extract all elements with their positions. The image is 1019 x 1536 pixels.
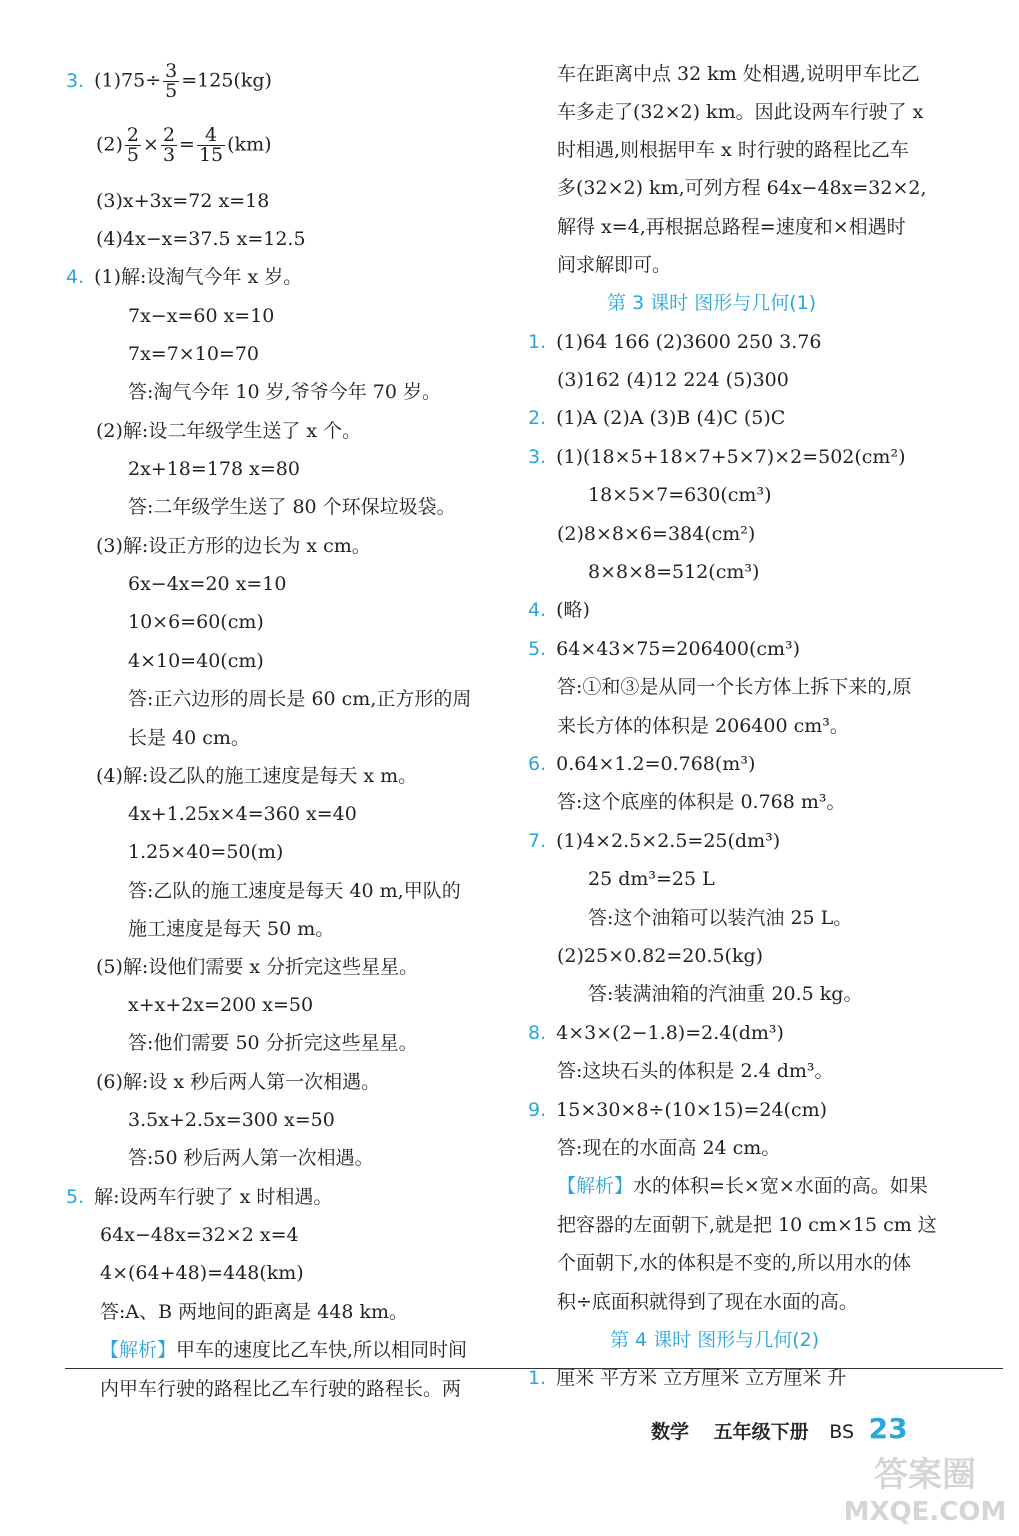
- line-text: 厘米 平方米 立方厘米 立方厘米 升: [556, 1367, 847, 1389]
- line-text: (km): [227, 133, 272, 156]
- left-line: [96, 188, 269, 214]
- left-line: [128, 801, 357, 827]
- left-line: [96, 226, 306, 252]
- right-line: [588, 905, 852, 931]
- left-line: [128, 1107, 335, 1133]
- line-text: 18×5×7=630(cm³): [588, 484, 772, 506]
- line-text: 间求解即可。: [557, 254, 672, 276]
- line-text: 积÷底面积就得到了现在水面的高。: [557, 1291, 858, 1313]
- left-line: [100, 1222, 299, 1248]
- line-text: 答:正六边形的周长是 60 cm,正方形的周: [128, 688, 472, 710]
- line-text: 答:50 秒后两人第一次相遇。: [128, 1147, 374, 1169]
- line-text: 答:这块石头的体积是 2.4 dm³。: [557, 1060, 834, 1082]
- line-text: 4×3×(2−1.8)=2.4(dm³): [556, 1022, 784, 1044]
- left-line: [100, 1376, 461, 1402]
- right-line: [557, 943, 763, 969]
- line-text: 甲车的速度比乙车快,所以相同时间: [176, 1339, 468, 1361]
- line-text: 3.5x+2.5x=300 x=50: [128, 1109, 335, 1131]
- right-line: [528, 828, 780, 854]
- line-text: 10×6=60(cm): [128, 611, 264, 633]
- right-line: [557, 1250, 911, 1276]
- right-line: [528, 1020, 784, 1046]
- left-line: [96, 533, 371, 559]
- right-line: [557, 214, 906, 240]
- line-text: (1)4×2.5×2.5=25(dm³): [556, 830, 781, 852]
- line-text: 7x=7×10=70: [128, 343, 260, 365]
- left-line: [128, 303, 274, 329]
- left-line: [96, 126, 272, 165]
- fraction: [125, 126, 141, 165]
- line-text: (2): [96, 133, 123, 156]
- left-line: [128, 609, 264, 635]
- footer-edition: BS: [829, 1421, 855, 1443]
- left-line: [128, 379, 441, 405]
- right-line: [607, 290, 816, 316]
- line-text: 解:设两车行驶了 x 时相遇。: [94, 1186, 333, 1208]
- right-line: [557, 175, 927, 201]
- left-line: [128, 341, 259, 367]
- right-line: [557, 1212, 937, 1238]
- line-text: (4)4x−x=37.5 x=12.5: [96, 228, 306, 250]
- left-line: [128, 878, 461, 904]
- line-text: (5)解:设他们需要 x 分折完这些星星。: [96, 956, 419, 978]
- problem-number: 5.: [528, 638, 547, 660]
- line-text: 答:乙队的施工速度是每天 40 m,甲队的: [128, 880, 461, 902]
- left-line: [128, 725, 250, 751]
- line-text: (1)(18×5+18×7+5×7)×2=502(cm²): [556, 446, 906, 468]
- line-text: 水的体积=长×宽×水面的高。如果: [633, 1175, 928, 1197]
- right-line: [588, 866, 715, 892]
- left-line: [100, 1337, 467, 1363]
- fraction: [197, 126, 225, 165]
- line-text: 4×10=40(cm): [128, 650, 264, 672]
- line-text: ×: [143, 133, 159, 156]
- footer-grade: 五年级下册: [713, 1421, 809, 1443]
- analysis-tag: 【解析】: [557, 1175, 634, 1197]
- watermark-top: 答案圈: [874, 1455, 976, 1495]
- right-line: [528, 444, 905, 470]
- fraction-denominator: 3: [162, 144, 176, 166]
- line-text: 答:他们需要 50 分折完这些星星。: [128, 1032, 418, 1054]
- right-line: [528, 405, 785, 431]
- section-heading: 第 3 课时 图形与几何(1): [607, 292, 817, 314]
- problem-number: 7.: [528, 830, 547, 852]
- line-text: =: [179, 133, 195, 156]
- line-text: 答:现在的水面高 24 cm。: [557, 1137, 781, 1159]
- line-text: 内甲车行驶的路程比乙车行驶的路程长。两: [100, 1378, 462, 1400]
- left-line: [128, 571, 286, 597]
- line-text: 个面朝下,水的体积是不变的,所以用水的体: [557, 1252, 912, 1274]
- line-text: 车在距离中点 32 km 处相遇,说明甲车比乙: [557, 63, 920, 85]
- line-text: 6x−4x=20 x=10: [128, 573, 287, 595]
- line-text: (6)解:设 x 秒后两人第一次相遇。: [96, 1071, 381, 1093]
- right-line: [528, 597, 590, 623]
- line-text: (2)8×8×6=384(cm²): [557, 523, 756, 545]
- left-line: [100, 1260, 304, 1286]
- problem-number: 1.: [528, 331, 547, 353]
- line-text: (1)解:设淘气今年 x 岁。: [94, 266, 303, 288]
- right-line: [557, 1135, 780, 1161]
- line-text: 0.64×1.2=0.768(m³): [556, 753, 756, 775]
- right-line: [557, 713, 849, 739]
- left-line: [128, 686, 471, 712]
- line-text: (3)解:设正方形的边长为 x cm。: [96, 535, 371, 557]
- right-line: [557, 137, 909, 163]
- line-text: 时相遇,则根据甲车 x 时行驶的路程比乙车: [557, 139, 909, 161]
- line-text: 长是 40 cm。: [128, 727, 250, 749]
- left-line: [100, 1299, 408, 1325]
- line-text: 答:装满油箱的汽油重 20.5 kg。: [588, 983, 863, 1005]
- line-text: x+x+2x=200 x=50: [128, 994, 314, 1016]
- left-line: [96, 763, 417, 789]
- line-text: (2)25×0.82=20.5(kg): [557, 945, 764, 967]
- line-text: 来长方体的体积是 206400 cm³。: [557, 715, 849, 737]
- fraction: [163, 62, 179, 101]
- left-line: [96, 1069, 380, 1095]
- line-text: 答:A、B 两地间的距离是 448 km。: [100, 1301, 408, 1323]
- left-line: [128, 1030, 418, 1056]
- line-text: (4)解:设乙队的施工速度是每天 x m。: [96, 765, 418, 787]
- left-line: [66, 264, 302, 290]
- watermark-bottom: MXQE.COM: [843, 1497, 1007, 1527]
- problem-number: 4.: [66, 266, 85, 288]
- line-text: (2)解:设二年级学生送了 x 个。: [96, 420, 362, 442]
- line-text: (1)64 166 (2)3600 250 3.76: [556, 331, 822, 353]
- line-text: 7x−x=60 x=10: [128, 305, 275, 327]
- line-text: 答:①和③是从同一个长方体上拆下来的,原: [557, 676, 912, 698]
- right-line: [557, 1058, 834, 1084]
- line-text: 1.25×40=50(m): [128, 841, 284, 863]
- problem-number: 6.: [528, 753, 547, 775]
- line-text: 8×8×8=512(cm³): [588, 561, 760, 583]
- line-text: 2x+18=178 x=80: [128, 458, 300, 480]
- problem-number: 1.: [528, 1367, 547, 1389]
- line-text: 64x−48x=32×2 x=4: [100, 1224, 299, 1246]
- right-line: [557, 99, 923, 125]
- right-line: [557, 252, 671, 278]
- right-line: [557, 367, 789, 393]
- fraction-numerator: 4: [197, 126, 225, 146]
- left-line: [96, 418, 361, 444]
- right-line: [588, 559, 759, 585]
- right-line: [557, 521, 755, 547]
- watermark-logo: [840, 1448, 1010, 1528]
- fraction-denominator: 5: [126, 144, 140, 166]
- fraction-denominator: 5: [165, 80, 178, 102]
- line-text: 64×43×75=206400(cm³): [556, 638, 801, 660]
- right-line: [557, 789, 846, 815]
- page-footer: [651, 1412, 908, 1445]
- line-text: 车多走了(32×2) km。因此设两车行驶了 x: [557, 101, 924, 123]
- left-line: [128, 1145, 374, 1171]
- problem-number: 3.: [528, 446, 547, 468]
- fraction-numerator: 3: [165, 60, 178, 82]
- line-text: 25 dm³=25 L: [588, 868, 715, 890]
- fraction-denominator: 15: [198, 144, 224, 166]
- left-line: [66, 62, 272, 101]
- line-text: 解得 x=4,再根据总路程=速度和×相遇时: [557, 216, 906, 238]
- left-line: [128, 992, 313, 1018]
- left-line: [128, 648, 264, 674]
- right-line: [557, 61, 920, 87]
- problem-number: 9.: [528, 1099, 547, 1121]
- left-line: [128, 839, 283, 865]
- problem-number: 5.: [66, 1186, 85, 1208]
- line-text: 答:淘气今年 10 岁,爷爷今年 70 岁。: [128, 381, 441, 403]
- problem-number: 3.: [66, 69, 85, 92]
- line-text: 把容器的左面朝下,就是把 10 cm×15 cm 这: [557, 1214, 937, 1236]
- right-line: [557, 1173, 928, 1199]
- right-line: [610, 1327, 819, 1353]
- fraction-numerator: 2: [162, 124, 176, 146]
- left-line: [96, 954, 418, 980]
- right-line: [528, 636, 800, 662]
- right-line: [557, 674, 911, 700]
- left-line: [128, 494, 456, 520]
- problem-number: 8.: [528, 1022, 547, 1044]
- problem-number: 4.: [528, 599, 547, 621]
- line-text: 答:这个底座的体积是 0.768 m³。: [557, 791, 846, 813]
- right-line: [557, 1289, 858, 1315]
- analysis-tag: 【解析】: [100, 1339, 177, 1361]
- right-line: [528, 329, 822, 355]
- line-text: 4x+1.25x×4=360 x=40: [128, 803, 357, 825]
- fraction: [161, 126, 177, 165]
- section-heading: 第 4 课时 图形与几何(2): [610, 1329, 820, 1351]
- left-line: [66, 1184, 332, 1210]
- right-line: [588, 482, 771, 508]
- line-text: 答:这个油箱可以装汽油 25 L。: [588, 907, 853, 929]
- line-text: (3)162 (4)12 224 (5)300: [557, 369, 789, 391]
- right-line: [528, 1097, 827, 1123]
- footer-divider: [65, 1368, 1003, 1369]
- footer-subject: 数学: [651, 1421, 690, 1443]
- right-line: [528, 751, 755, 777]
- line-text: 4×(64+48)=448(km): [100, 1262, 304, 1284]
- page-number: 23: [868, 1412, 908, 1445]
- line-text: =125(kg): [181, 69, 272, 92]
- line-text: 施工速度是每天 50 m。: [128, 918, 335, 940]
- line-text: (3)x+3x=72 x=18: [96, 190, 270, 212]
- line-text: 多(32×2) km,可列方程 64x−48x=32×2,: [557, 177, 927, 199]
- line-text: (1)75÷: [94, 69, 162, 92]
- line-text: (略): [556, 599, 590, 621]
- left-line: [128, 916, 334, 942]
- line-text: (1)A (2)A (3)B (4)C (5)C: [556, 407, 786, 429]
- right-line: [588, 981, 862, 1007]
- fraction-numerator: 2: [126, 124, 140, 146]
- line-text: 15×30×8÷(10×15)=24(cm): [556, 1099, 828, 1121]
- left-line: [128, 456, 300, 482]
- line-text: 答:二年级学生送了 80 个环保垃圾袋。: [128, 496, 456, 518]
- problem-number: 2.: [528, 407, 547, 429]
